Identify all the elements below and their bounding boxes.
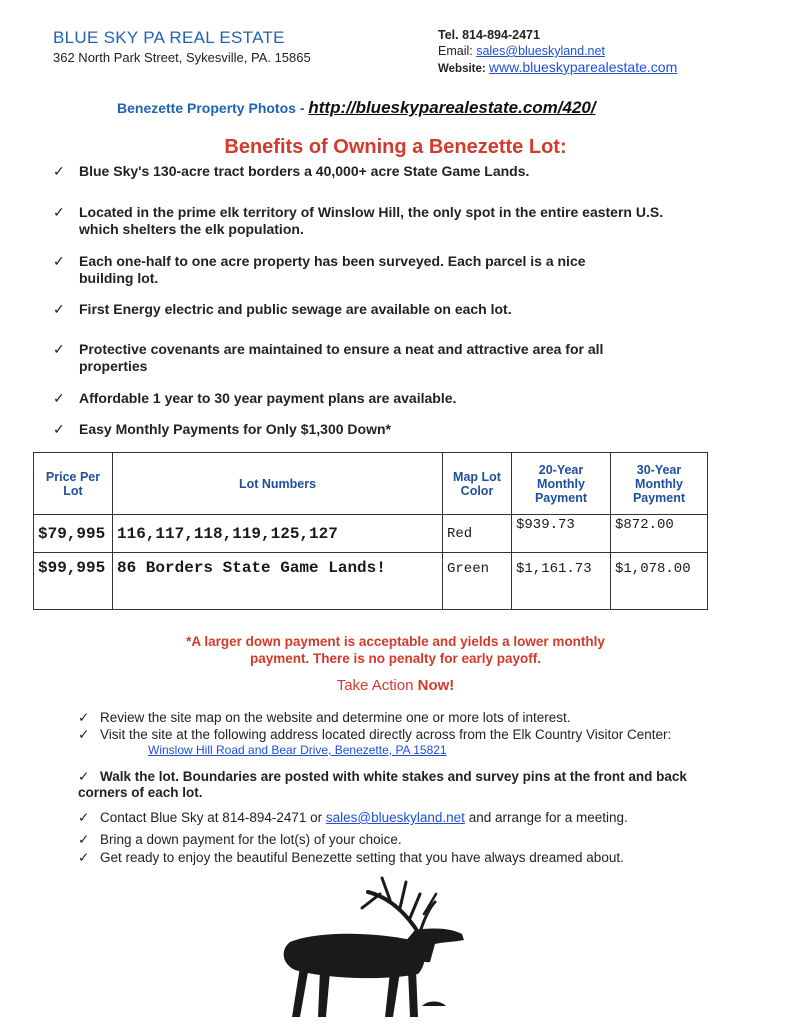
contact-block (438, 27, 677, 77)
benefit-item: ✓ First Energy electric and public sewage are available on each lot. (53, 301, 512, 317)
check-icon: ✓ (78, 727, 90, 742)
benefit-item: ✓ Located in the prime elk territory of Winslow Hill, the only spot in the entire eastern U.S. which shelters the elk population. (53, 204, 664, 237)
photos-link[interactable]: http://blueskyparealestate.com/420/ (308, 98, 596, 117)
step-item: ✓ Walk the lot. Boundaries are posted with white stakes and survey pins at the front and back corners of each lot. (78, 769, 687, 800)
pricing-table (33, 452, 708, 610)
benefit-item: ✓ Protective covenants are maintained to ensure a neat and attractive area for all properties (53, 341, 604, 374)
phone-number: Tel. 814-894-2471 (438, 28, 540, 42)
step-item: ✓ Bring a down payment for the lot(s) of your choice. (78, 832, 402, 847)
header-map-color: Map Lot Color (443, 453, 512, 515)
cell-20-year: $939.73 (512, 515, 611, 553)
check-icon: ✓ (78, 810, 90, 825)
cell-price: $79,995 (34, 515, 113, 553)
check-icon: ✓ (53, 341, 65, 357)
benefit-item: ✓ Easy Monthly Payments for Only $1,300 Down* (53, 421, 391, 437)
benefit-item: ✓ Affordable 1 year to 30 year payment plans are available. (53, 390, 457, 406)
check-icon: ✓ (78, 850, 90, 865)
website-link[interactable]: www.blueskyparealestate.com (488, 59, 678, 75)
cell-lots: 86 Borders State Game Lands! (113, 553, 443, 610)
website-label: Website: (438, 63, 489, 75)
cell-20-year: $1,161.73 (512, 553, 611, 610)
table-row (34, 515, 708, 553)
cell-30-year: $872.00 (611, 515, 708, 553)
header-price: Price Per Lot (34, 453, 113, 515)
down-payment-note: *A larger down payment is acceptable and yields a lower monthly payment. There is no penalty for early payoff. (186, 634, 605, 666)
header-30-year: 30-Year Monthly Payment (611, 453, 708, 515)
email-label: Email: (438, 44, 477, 58)
check-icon: ✓ (53, 253, 65, 269)
benefit-item: ✓ Each one-half to one acre property has been surveyed. Each parcel is a nice building lot. (53, 253, 586, 286)
step-item: ✓ Contact Blue Sky at 814-894-2471 or sales@blueskyland.net and arrange for a meeting. (78, 810, 628, 825)
check-icon: ✓ (78, 769, 90, 784)
benefit-item: ✓ Blue Sky's 130-acre tract borders a 40,000+ acre State Game Lands. (53, 163, 530, 179)
elk-silhouette-icon (270, 872, 470, 1022)
photos-label: Benezette Property Photos - (117, 100, 309, 116)
step-item: ✓ Get ready to enjoy the beautiful Benezette setting that you have always dreamed about. (78, 850, 624, 865)
check-icon: ✓ (53, 301, 65, 317)
visit-address-link[interactable]: Winslow Hill Road and Bear Drive, Benezette, PA 15821 (148, 743, 447, 757)
contact-email-link[interactable]: sales@blueskyland.net (325, 810, 465, 825)
photos-line (117, 98, 596, 118)
cell-price: $99,995 (34, 553, 113, 610)
check-icon: ✓ (53, 421, 65, 437)
cell-color: Red (443, 515, 512, 553)
benefits-heading: Benefits of Owning a Benezette Lot: (224, 136, 567, 158)
check-icon: ✓ (53, 204, 65, 220)
check-icon: ✓ (53, 390, 65, 406)
step-item: ✓ Visit the site at the following address located directly across from the Elk Country Visitor Center: (78, 727, 672, 742)
table-header-row (34, 453, 708, 515)
table-row (34, 553, 708, 610)
header-20-year: 20-Year Monthly Payment (512, 453, 611, 515)
take-action-heading: Take Action Now! (336, 677, 455, 694)
email-link[interactable]: sales@blueskyland.net (476, 44, 605, 58)
cell-color: Green (443, 553, 512, 610)
cell-lots: 116,117,118,119,125,127 (113, 515, 443, 553)
step-item: ✓ Review the site map on the website and determine one or more lots of interest. (78, 710, 571, 725)
company-address: 362 North Park Street, Sykesville, PA. 15865 (53, 50, 311, 65)
header-lot-numbers: Lot Numbers (113, 453, 443, 515)
cell-30-year: $1,078.00 (611, 553, 708, 610)
check-icon: ✓ (53, 163, 65, 179)
check-icon: ✓ (78, 710, 90, 725)
check-icon: ✓ (78, 832, 90, 847)
company-name: BLUE SKY PA REAL ESTATE (53, 28, 285, 47)
